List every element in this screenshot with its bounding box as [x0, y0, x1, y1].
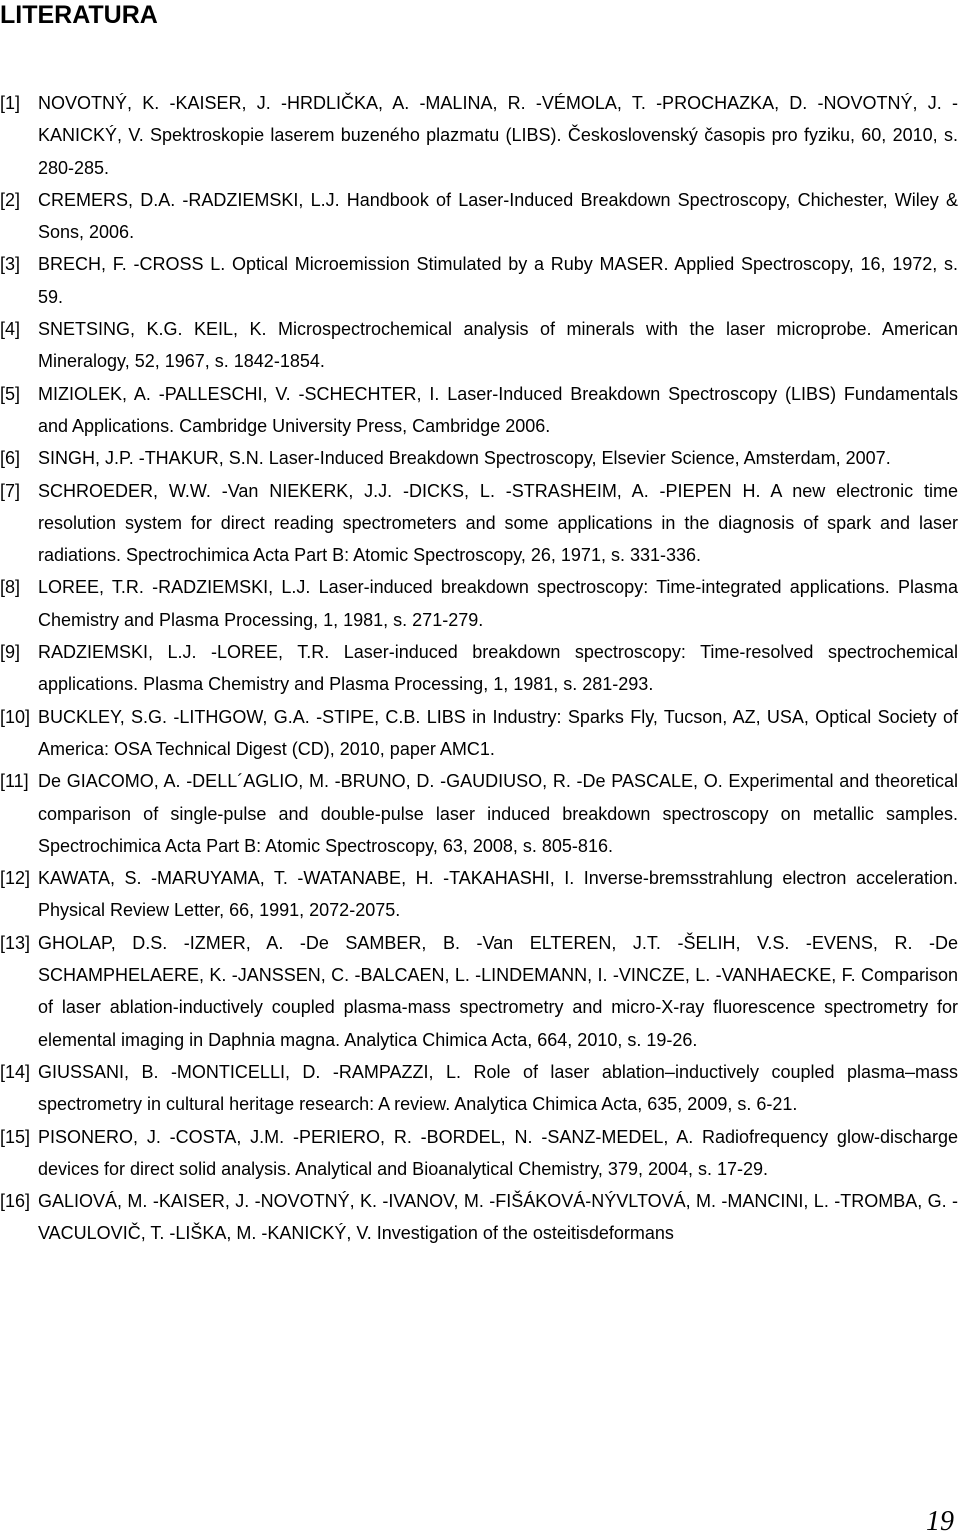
reference-text: RADZIEMSKI, L.J. -LOREE, T.R. Laser-induced breakdown spectroscopy: Time-resolved spectrochemical applications. Plasma Chemistry and Plasma Processing, 1, 1981, s. 281-293.	[38, 642, 958, 695]
reference-text: GHOLAP, D.S. -IZMER, A. -De SAMBER, B. -Van ELTEREN, J.T. -ŠELIH, V.S. -EVENS, R. -De SCHAMPHELAERE, K. -JANSSEN, C. -BALCAEN, L. -LINDEMANN, I. -VINCZE, L. -VANHAECKE, F. Comparison of laser ablation-inductively coupled plasma-mass spectrometry and micro-X-ray fluorescence spectrometry for elemental imaging in Daphnia magna. Analytica Chimica Acta, 664, 2010, s. 19-26.	[38, 932, 958, 1050]
reference-item	[0, 87, 958, 184]
reference-number: [13]	[0, 932, 31, 953]
reference-item	[0, 571, 958, 636]
reference-text: BRECH, F. -CROSS L. Optical Microemission Stimulated by a Ruby MASER. Applied Spectroscopy, 16, 1972, s. 59.	[38, 254, 958, 307]
reference-item	[0, 1185, 958, 1250]
reference-number: [7]	[0, 480, 21, 501]
reference-number: [4]	[0, 319, 21, 340]
reference-text: PISONERO, J. -COSTA, J.M. -PERIERO, R. -BORDEL, N. -SANZ-MEDEL, A. Radiofrequency glow-discharge devices for direct solid analysis. Analytical and Bioanalytical Chemistry, 379, 2004, s. 17-29.	[38, 1126, 958, 1179]
reference-text: CREMERS, D.A. -RADZIEMSKI, L.J. Handbook of Laser-Induced Breakdown Spectroscopy, Chichester, Wiley & Sons, 2006.	[38, 189, 958, 243]
reference-text: SCHROEDER, W.W. -Van NIEKERK, J.J. -DICKS, L. -STRASHEIM, A. -PIEPEN H. A new electronic time resolution system for direct reading spectrometers and some applications in the diagnosis of spark and laser radiations. Spectrochimica Acta Part B: Atomic Spectroscopy, 26, 1971, s. 331-336.	[38, 480, 958, 566]
reference-text: SNETSING, K.G. KEIL, K. Microspectrochemical analysis of minerals with the laser microprobe. American Mineralogy, 52, 1967, s. 1842-1854.	[38, 319, 958, 372]
reference-number: [9]	[0, 642, 21, 663]
reference-text: De GIACOMO, A. -DELL´AGLIO, M. -BRUNO, D. -GAUDIUSO, R. -De PASCALE, O. Experimental and theoretical comparison of single-pulse and double-pulse laser induced breakdown spectroscopy on metallic samples. Spectrochimica Acta Part B: Atomic Spectroscopy, 63, 2008, s. 805-816.	[38, 771, 958, 856]
reference-item	[0, 1056, 958, 1121]
reference-item	[0, 313, 958, 378]
reference-number: [6]	[0, 448, 21, 469]
reference-number: [11]	[0, 771, 29, 792]
reference-item	[0, 927, 958, 1056]
reference-item	[0, 765, 958, 862]
reference-item	[0, 1121, 958, 1186]
reference-text: SINGH, J.P. -THAKUR, S.N. Laser-Induced Breakdown Spectroscopy, Elsevier Science, Amsterdam, 2007.	[38, 448, 891, 469]
reference-item	[0, 862, 958, 927]
page-number: 19	[926, 1506, 954, 1537]
reference-number: [3]	[0, 254, 21, 275]
reference-number: [15]	[0, 1126, 31, 1147]
reference-number: [14]	[0, 1061, 31, 1082]
reference-item	[0, 701, 958, 766]
reference-text: KAWATA, S. -MARUYAMA, T. -WATANABE, H. -TAKAHASHI, I. Inverse-bremsstrahlung electron acceleration. Physical Review Letter, 66, 1991, 2072-2075.	[38, 868, 958, 921]
reference-item	[0, 636, 958, 701]
reference-number: [10]	[0, 706, 31, 727]
reference-list	[0, 87, 958, 1250]
reference-item	[0, 248, 958, 313]
reference-number: [2]	[0, 189, 21, 210]
reference-number: [5]	[0, 383, 21, 404]
reference-text: LOREE, T.R. -RADZIEMSKI, L.J. Laser-induced breakdown spectroscopy: Time-integrated applications. Plasma Chemistry and Plasma Processing, 1, 1981, s. 271-279.	[38, 577, 958, 630]
reference-number: [16]	[0, 1191, 31, 1212]
reference-item	[0, 378, 958, 443]
reference-item	[0, 442, 958, 474]
reference-text: BUCKLEY, S.G. -LITHGOW, G.A. -STIPE, C.B. LIBS in Industry: Sparks Fly, Tucson, AZ, USA, Optical Society of America: OSA Technical Digest (CD), 2010, paper AMC1.	[38, 706, 958, 759]
reference-number: [12]	[0, 868, 31, 889]
reference-number: [1]	[0, 93, 21, 113]
reference-item	[0, 475, 958, 572]
reference-text: GIUSSANI, B. -MONTICELLI, D. -RAMPAZZI, L. Role of laser ablation–inductively coupled plasma–mass spectrometry in cultural heritage research: A review. Analytica Chimica Acta, 635, 2009, s. 6-21.	[38, 1061, 958, 1115]
reference-text: MIZIOLEK, A. -PALLESCHI, V. -SCHECHTER, I. Laser-Induced Breakdown Spectroscopy (LIBS) Fundamentals and Applications. Cambridge University Press, Cambridge 2006.	[38, 383, 958, 436]
reference-item	[0, 184, 958, 249]
reference-text: NOVOTNÝ, K. -KAISER, J. -HRDLIČKA, A. -MALINA, R. -VÉMOLA, T. -PROCHAZKA, D. -NOVOTNÝ, J. -KANICKÝ, V. Spektroskopie laserem buzeného plazmatu (LIBS). Československý časopis pro fyziku, 60, 2010, s. 280-285.	[38, 93, 958, 178]
reference-number: [8]	[0, 577, 21, 598]
page-title: LITERATURA	[0, 1, 158, 29]
reference-text: GALIOVÁ, M. -KAISER, J. -NOVOTNÝ, K. -IVANOV, M. -FIŠÁKOVÁ-NÝVLTOVÁ, M. -MANCINI, L. -TROMBA, G. -VACULOVIČ, T. -LIŠKA, M. -KANICKÝ, V. Investigation of the osteitisdeformans	[38, 1191, 958, 1244]
